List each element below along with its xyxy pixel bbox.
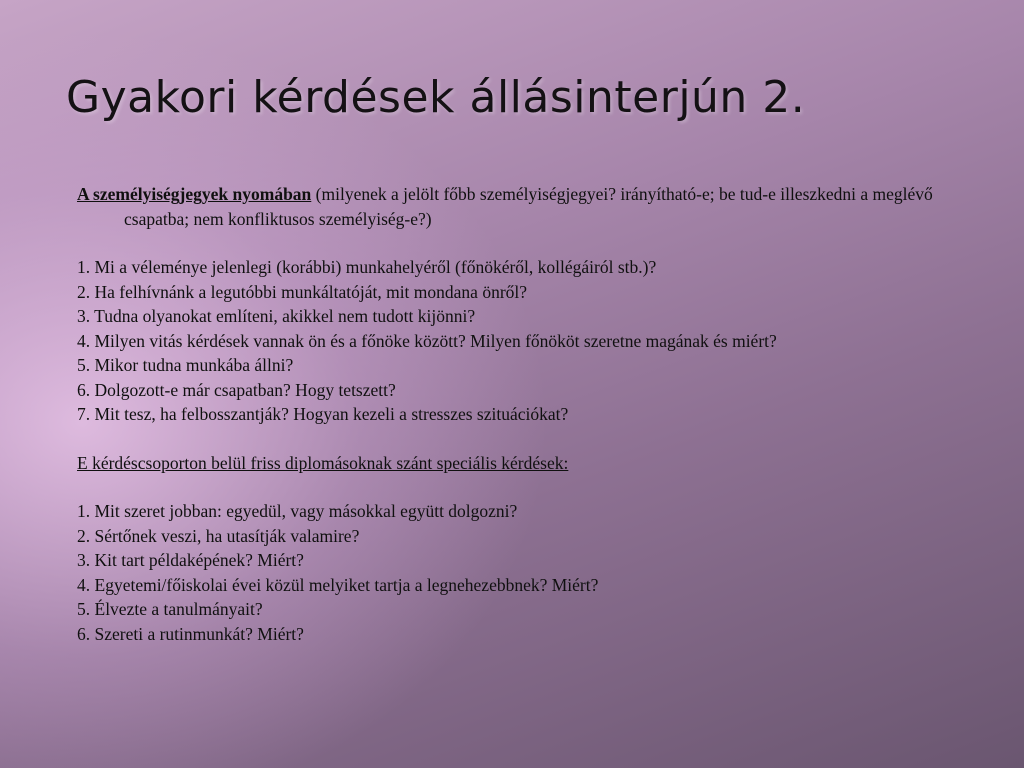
slide-body bbox=[77, 182, 957, 646]
question-item: 2. Ha felhívnánk a legutóbbi munkáltatóját, mit mondana önről? bbox=[77, 281, 528, 302]
question-item: 4. Milyen vitás kérdések vannak ön és a főnöke között? Milyen főnököt szeretne magának és miért? bbox=[77, 330, 777, 351]
question-item: 6. Szereti a rutinmunkát? Miért? bbox=[77, 623, 304, 644]
question-item: 5. Élvezte a tanulmányait? bbox=[77, 599, 263, 619]
section1-heading: A személyiségjegyek nyomában bbox=[77, 184, 312, 204]
section2-question-list bbox=[77, 499, 957, 646]
question-item: 5. Mikor tudna munkába állni? bbox=[77, 355, 294, 375]
spacer bbox=[77, 231, 957, 255]
question-item: 2. Sértőnek veszi, ha utasítják valamire? bbox=[77, 525, 360, 546]
section1-description: (milyenek a jelölt főbb személyiségjegyei? irányítható-e; be tud-e illeszkedni a meglévő csapatba; nem konfliktusos személyiség-e?) bbox=[124, 184, 933, 229]
slide-title: Gyakori kérdések állásinterjún 2. bbox=[66, 72, 806, 123]
question-item: 4. Egyetemi/főiskolai évei közül melyiket tartja a legnehezebbnek? Miért? bbox=[77, 574, 599, 595]
spacer bbox=[77, 427, 957, 451]
question-item: 7. Mit tesz, ha felbosszantják? Hogyan kezeli a stresszes szituációkat? bbox=[77, 404, 569, 424]
section2-heading: E kérdéscsoporton belül friss diplomásoknak szánt speciális kérdések: bbox=[77, 452, 569, 473]
section1-question-list bbox=[77, 255, 957, 427]
section1-intro bbox=[77, 182, 957, 231]
question-item: 3. Kit tart példaképének? Miért? bbox=[77, 550, 304, 570]
question-item: 1. Mi a véleménye jelenlegi (korábbi) munkahelyéről (főnökéről, kollégáiról stb.)? bbox=[77, 257, 657, 277]
question-item: 1. Mit szeret jobban: egyedül, vagy másokkal együtt dolgozni? bbox=[77, 501, 518, 521]
question-item: 6. Dolgozott-e már csapatban? Hogy tetszett? bbox=[77, 379, 396, 400]
spacer bbox=[77, 475, 957, 499]
question-item: 3. Tudna olyanokat említeni, akikkel nem tudott kijönni? bbox=[77, 306, 476, 326]
